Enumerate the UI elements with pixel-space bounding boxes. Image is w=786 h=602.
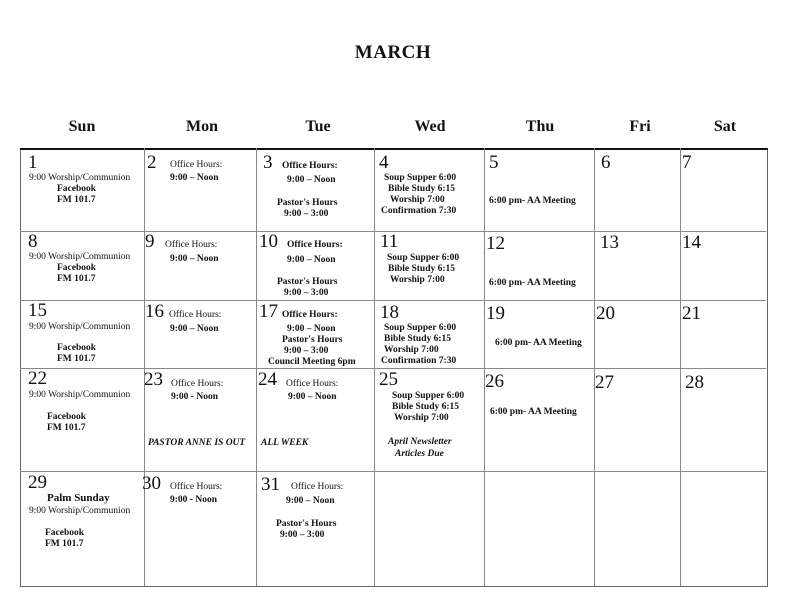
event-line: Soup Supper 6:00 (392, 391, 465, 401)
grid-line (144, 148, 145, 586)
event-line: Articles Due (395, 449, 444, 459)
event-line: Pastor's Hours (282, 335, 343, 345)
day-number: 29 (28, 472, 47, 493)
event-line: 9:00 – Noon (170, 254, 219, 264)
event-line: Bible Study 6:15 (384, 334, 452, 344)
event-line: 6:00 pm- AA Meeting (489, 196, 576, 206)
grid-line (20, 300, 766, 301)
day-number: 14 (682, 232, 701, 253)
event-line: Office Hours: (287, 240, 343, 250)
event-line: Soup Supper 6:00 (384, 173, 457, 183)
day-number: 12 (486, 233, 505, 254)
event-line: Office Hours: (165, 240, 218, 250)
event-line: Worship 7:00 (390, 275, 445, 285)
dow-wed: Wed (414, 118, 446, 135)
event-line: Worship 7:00 (390, 195, 445, 205)
event-line: 9:00 – 3:00 (284, 288, 329, 298)
event-line: 9:00 – Noon (287, 324, 336, 334)
day-number: 13 (600, 232, 619, 253)
day-number: 26 (485, 371, 504, 392)
event-line: Confirmation 7:30 (381, 356, 457, 366)
grid-line (256, 148, 257, 586)
day-number: 30 (142, 473, 161, 494)
event-line: FM 101.7 (47, 423, 86, 433)
day-number: 22 (28, 368, 47, 389)
dow-tue: Tue (305, 118, 331, 135)
event-line: Pastor's Hours (276, 519, 337, 529)
grid-line (20, 471, 766, 472)
day-number: 28 (685, 372, 704, 393)
event-line: Pastor's Hours (277, 198, 338, 208)
event-line: Office Hours: (286, 379, 339, 389)
day-number: 31 (261, 474, 280, 495)
event-line: Facebook (57, 184, 97, 194)
event-line: Bible Study 6:15 (388, 264, 456, 274)
event-line: 9:00 – Noon (288, 392, 337, 402)
day-number: 23 (144, 369, 163, 390)
dow-fri: Fri (629, 118, 651, 135)
event-line: 9:00 Worship/Communion (29, 173, 131, 183)
event-line: 9:00 – Noon (170, 173, 219, 183)
event-line: FM 101.7 (57, 195, 96, 205)
grid-line (374, 148, 375, 586)
event-line: Office Hours: (169, 310, 222, 320)
event-line: Soup Supper 6:00 (387, 253, 460, 263)
event-line: 9:00 – Noon (286, 496, 335, 506)
event-line: Pastor's Hours (277, 277, 338, 287)
day-number: 27 (595, 372, 614, 393)
event-line: FM 101.7 (57, 274, 96, 284)
event-line: Office Hours: (291, 482, 344, 492)
grid-line (680, 148, 681, 586)
week-note-pastor-out: PASTOR ANNE IS OUT (148, 438, 246, 448)
event-line: Office Hours: (282, 161, 338, 171)
day-number: 1 (28, 152, 38, 173)
event-line: FM 101.7 (45, 539, 84, 549)
header-rule (20, 148, 768, 150)
event-line: FM 101.7 (57, 354, 96, 364)
day-number: 18 (380, 302, 399, 323)
day-number: 10 (259, 231, 278, 252)
event-line: 9:00 – Noon (287, 255, 336, 265)
event-line: 9:00 – Noon (170, 324, 219, 334)
event-line: Worship 7:00 (394, 413, 449, 423)
day-number: 6 (601, 152, 611, 173)
day-number: 5 (489, 152, 499, 173)
dow-sun: Sun (68, 118, 96, 135)
event-line: 9:00 Worship/Communion (29, 506, 131, 516)
day-number: 15 (28, 300, 47, 321)
event-line: 6:00 pm- AA Meeting (495, 338, 582, 348)
event-line: Office Hours: (170, 160, 223, 170)
event-line: 9:00 – 3:00 (280, 530, 325, 540)
event-line: Confirmation 7:30 (381, 206, 457, 216)
day-number: 11 (380, 231, 399, 252)
event-line: 6:00 pm- AA Meeting (490, 407, 577, 417)
event-line: Facebook (57, 263, 97, 273)
event-line: 9:00 Worship/Communion (29, 252, 131, 262)
dow-sat: Sat (713, 118, 737, 135)
event-line: 9:00 Worship/Communion (29, 390, 131, 400)
day-number: 16 (145, 301, 164, 322)
event-line: Soup Supper 6:00 (384, 323, 457, 333)
event-line: Facebook (45, 528, 85, 538)
grid-line (594, 148, 595, 586)
event-line: Facebook (57, 343, 97, 353)
event-line: Office Hours: (282, 310, 338, 320)
event-line: 6:00 pm- AA Meeting (489, 278, 576, 288)
event-line: Bible Study 6:15 (388, 184, 456, 194)
event-line: 9:00 - Noon (171, 392, 218, 402)
event-line: Bible Study 6:15 (392, 402, 460, 412)
event-line: 9:00 – 3:00 (284, 346, 329, 356)
event-line: Facebook (47, 412, 87, 422)
event-line: Worship 7:00 (384, 345, 439, 355)
day-number: 25 (379, 369, 398, 390)
event-line: 9:00 Worship/Communion (29, 322, 131, 332)
event-line: Office Hours: (171, 379, 224, 389)
day-number: 24 (258, 369, 277, 390)
day-number: 19 (486, 303, 505, 324)
calendar-title: MARCH (354, 42, 432, 63)
day-number: 8 (28, 231, 38, 252)
day-number: 2 (147, 152, 157, 173)
day-number: 17 (259, 301, 278, 322)
day-number: 20 (596, 303, 615, 324)
day-number: 4 (379, 152, 389, 173)
event-line-palm-sunday: Palm Sunday (47, 492, 110, 504)
grid-line (484, 148, 485, 586)
day-number: 21 (682, 303, 701, 324)
dow-thu: Thu (525, 118, 555, 135)
day-number: 9 (145, 231, 155, 252)
event-line: 9:00 - Noon (170, 495, 217, 505)
event-line: 9:00 – Noon (287, 175, 336, 185)
week-note-all-week: ALL WEEK (261, 438, 309, 448)
event-line: Council Meeting 6pm (268, 357, 356, 367)
event-line: 9:00 – 3:00 (284, 209, 329, 219)
day-number: 7 (682, 152, 692, 173)
day-number: 3 (263, 152, 273, 173)
event-line: Office Hours: (170, 482, 223, 492)
dow-mon: Mon (186, 118, 218, 135)
event-line: April Newsletter (388, 437, 452, 447)
